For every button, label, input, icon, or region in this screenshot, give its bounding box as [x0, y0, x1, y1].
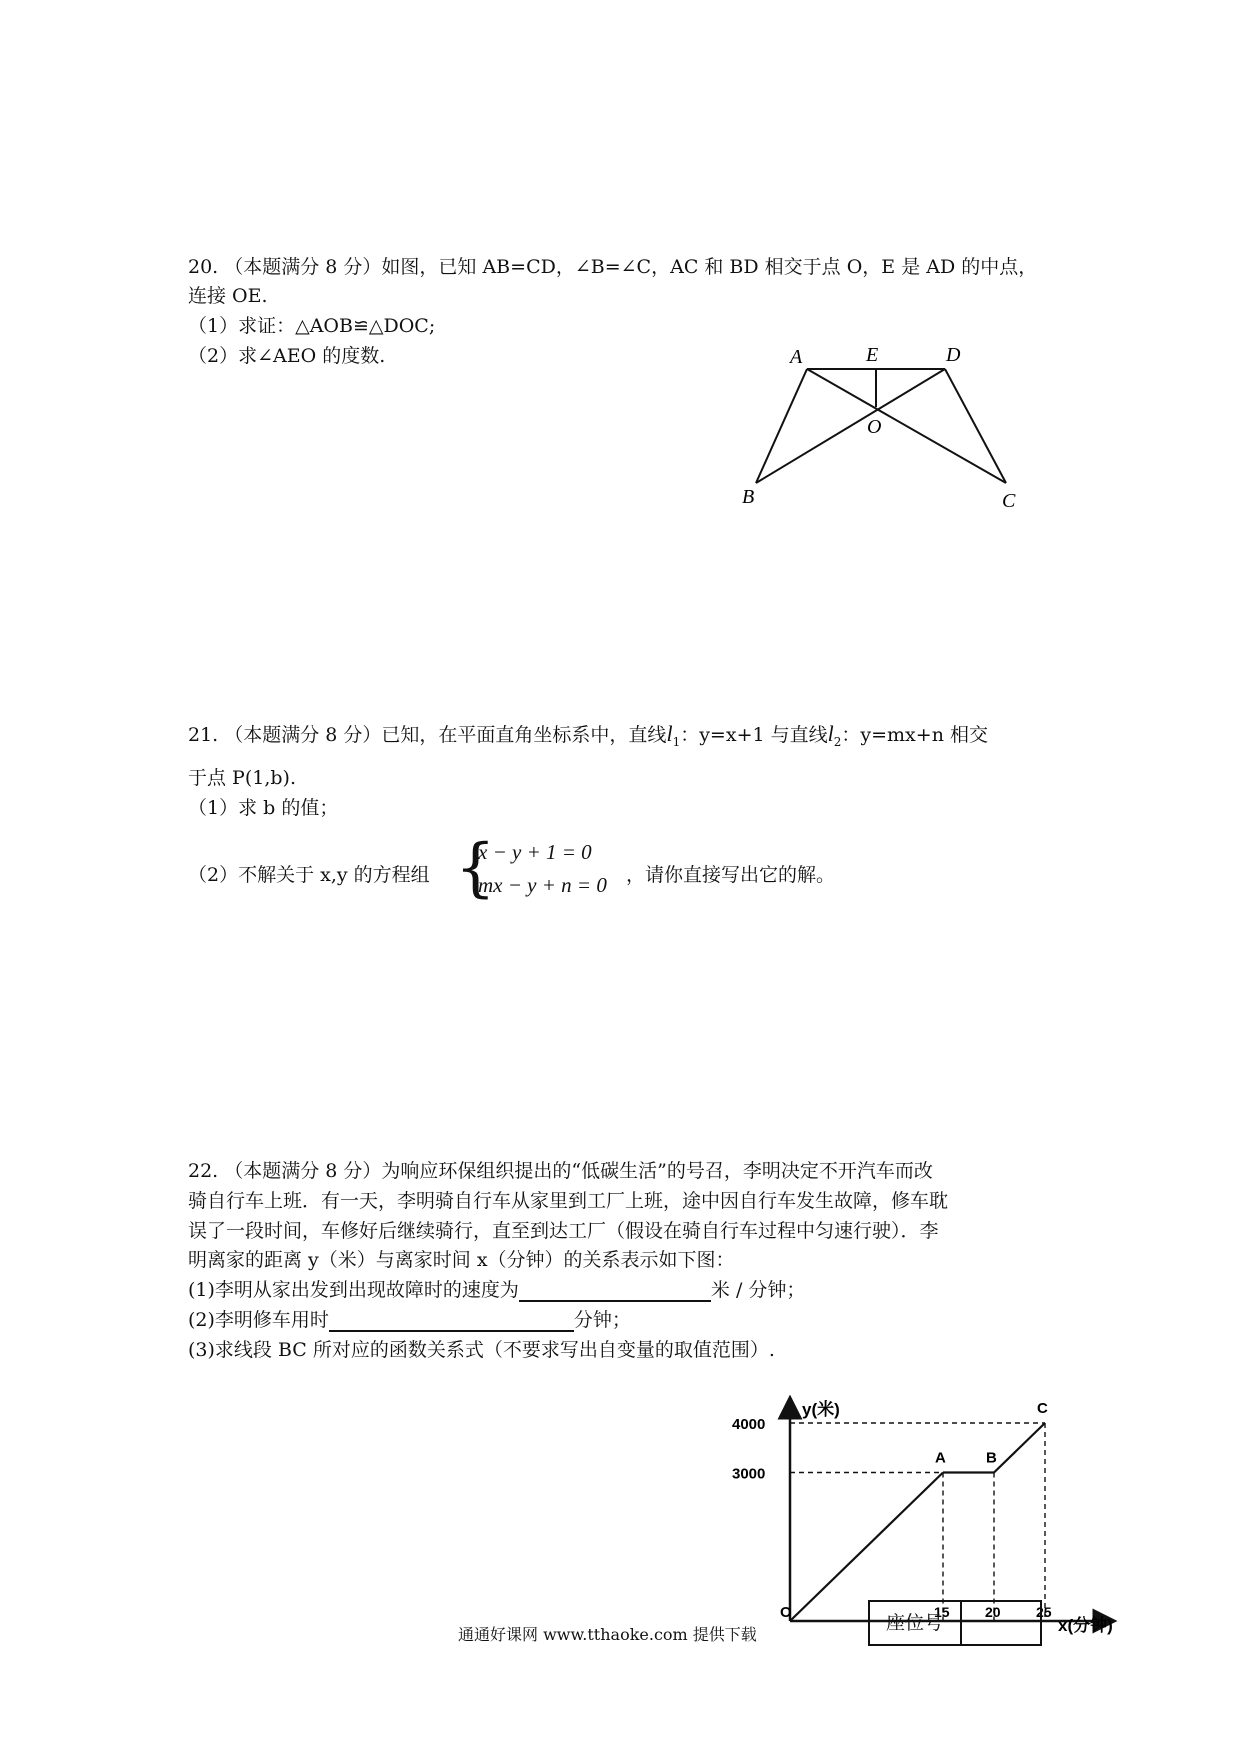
q21-line2: 于点 P(1,b). [188, 767, 296, 789]
q20-part1: （1）求证：△AOB≌△DOC; [188, 315, 436, 337]
q22-line1: 22. （本题满分 8 分）为响应环保组织提出的“低碳生活”的号召，李明决定不开汽车而改 [188, 1160, 933, 1182]
q21-part2-b: ，请你直接写出它的解。 [626, 864, 836, 886]
q22-line2: 骑自行车上班．有一天，李明骑自行车从家里到工厂上班，途中因自行车发生故障，修车耽 [188, 1190, 949, 1212]
answer-blank-1[interactable] [519, 1280, 711, 1302]
x-axis-label: x(分钟) [1058, 1616, 1113, 1635]
l1-symbol: l [666, 721, 673, 746]
label-O: O [867, 416, 882, 438]
label-E: E [866, 344, 879, 366]
y-tick-4000: 4000 [732, 1416, 766, 1433]
point-label-b: B [986, 1449, 997, 1467]
segment-oa [790, 1473, 943, 1622]
seat-number-box [868, 1600, 1042, 1646]
l2-sub: 2 [833, 734, 842, 749]
point-label-a: A [935, 1449, 946, 1467]
x-tick-15: 15 [934, 1604, 950, 1620]
origin-label: O [780, 1604, 792, 1621]
q21-part2-a: （2）不解关于 x,y 的方程组 [188, 864, 430, 886]
q20-line2: 连接 OE. [188, 285, 268, 307]
label-C: C [1002, 490, 1016, 512]
label-A: A [790, 346, 803, 368]
system-brace: { [455, 831, 496, 905]
label-B: B [742, 486, 755, 508]
point-label-c: C [1037, 1400, 1048, 1417]
q20-geometry-figure [740, 335, 1040, 525]
y-tick-3000: 3000 [732, 1465, 766, 1483]
q22-part1-b: 米 / 分钟； [710, 1279, 806, 1301]
q21-line1-b: ：y=x+1 与直线 [680, 724, 828, 746]
q21-line1-c: ：y=mx+n 相交 [841, 724, 988, 746]
footer-text: 通通好课网 www.tthaoke.com 提供下载 [458, 1625, 757, 1644]
q22-line3: 误了一段时间，车修好后继续骑行，直至到达工厂（假设在骑自行车过程中匀速行驶）．李 [188, 1220, 939, 1242]
seat-number-label: 座位号 [870, 1602, 962, 1644]
q20-line1: 20. （本题满分 8 分）如图，已知 AB=CD，∠B=∠C，AC 和 BD 相交于点 O，E 是 AD 的中点， [188, 256, 1038, 278]
x-tick-20: 20 [985, 1604, 1001, 1620]
answer-blank-2[interactable] [329, 1310, 574, 1332]
segment-bc [994, 1423, 1045, 1473]
label-D: D [946, 344, 961, 366]
q22-part3: (3)求线段 BC 所对应的函数关系式（不要求写出自变量的取值范围）. [188, 1339, 775, 1361]
q21-line1-a: 21. （本题满分 8 分）已知，在平面直角坐标系中，直线 [188, 724, 667, 746]
equation-2: mx − y + n = 0 [478, 873, 607, 897]
q21-part1: （1）求 b 的值； [188, 797, 339, 819]
q22-part2 [188, 1308, 631, 1332]
q20-part2: （2）求∠AEO 的度数. [188, 345, 386, 367]
x-tick-25: 25 [1036, 1604, 1052, 1620]
q22-line4: 明离家的距离 y（米）与离家时间 x（分钟）的关系表示如下图： [188, 1249, 735, 1271]
q22-part1 [188, 1278, 805, 1302]
l1-sub: 1 [672, 734, 681, 749]
y-axis-label: y(米) [802, 1400, 840, 1419]
l2-symbol: l [827, 721, 834, 746]
q22-part1-a: (1)李明从家出发到出现故障时的速度为 [188, 1279, 519, 1301]
q22-part2-a: (2)李明修车用时 [188, 1309, 329, 1331]
seat-number-field[interactable] [962, 1602, 1040, 1644]
equation-1: x − y + 1 = 0 [478, 840, 592, 864]
q22-part2-b: 分钟； [573, 1309, 631, 1331]
q21-line1 [188, 722, 988, 754]
